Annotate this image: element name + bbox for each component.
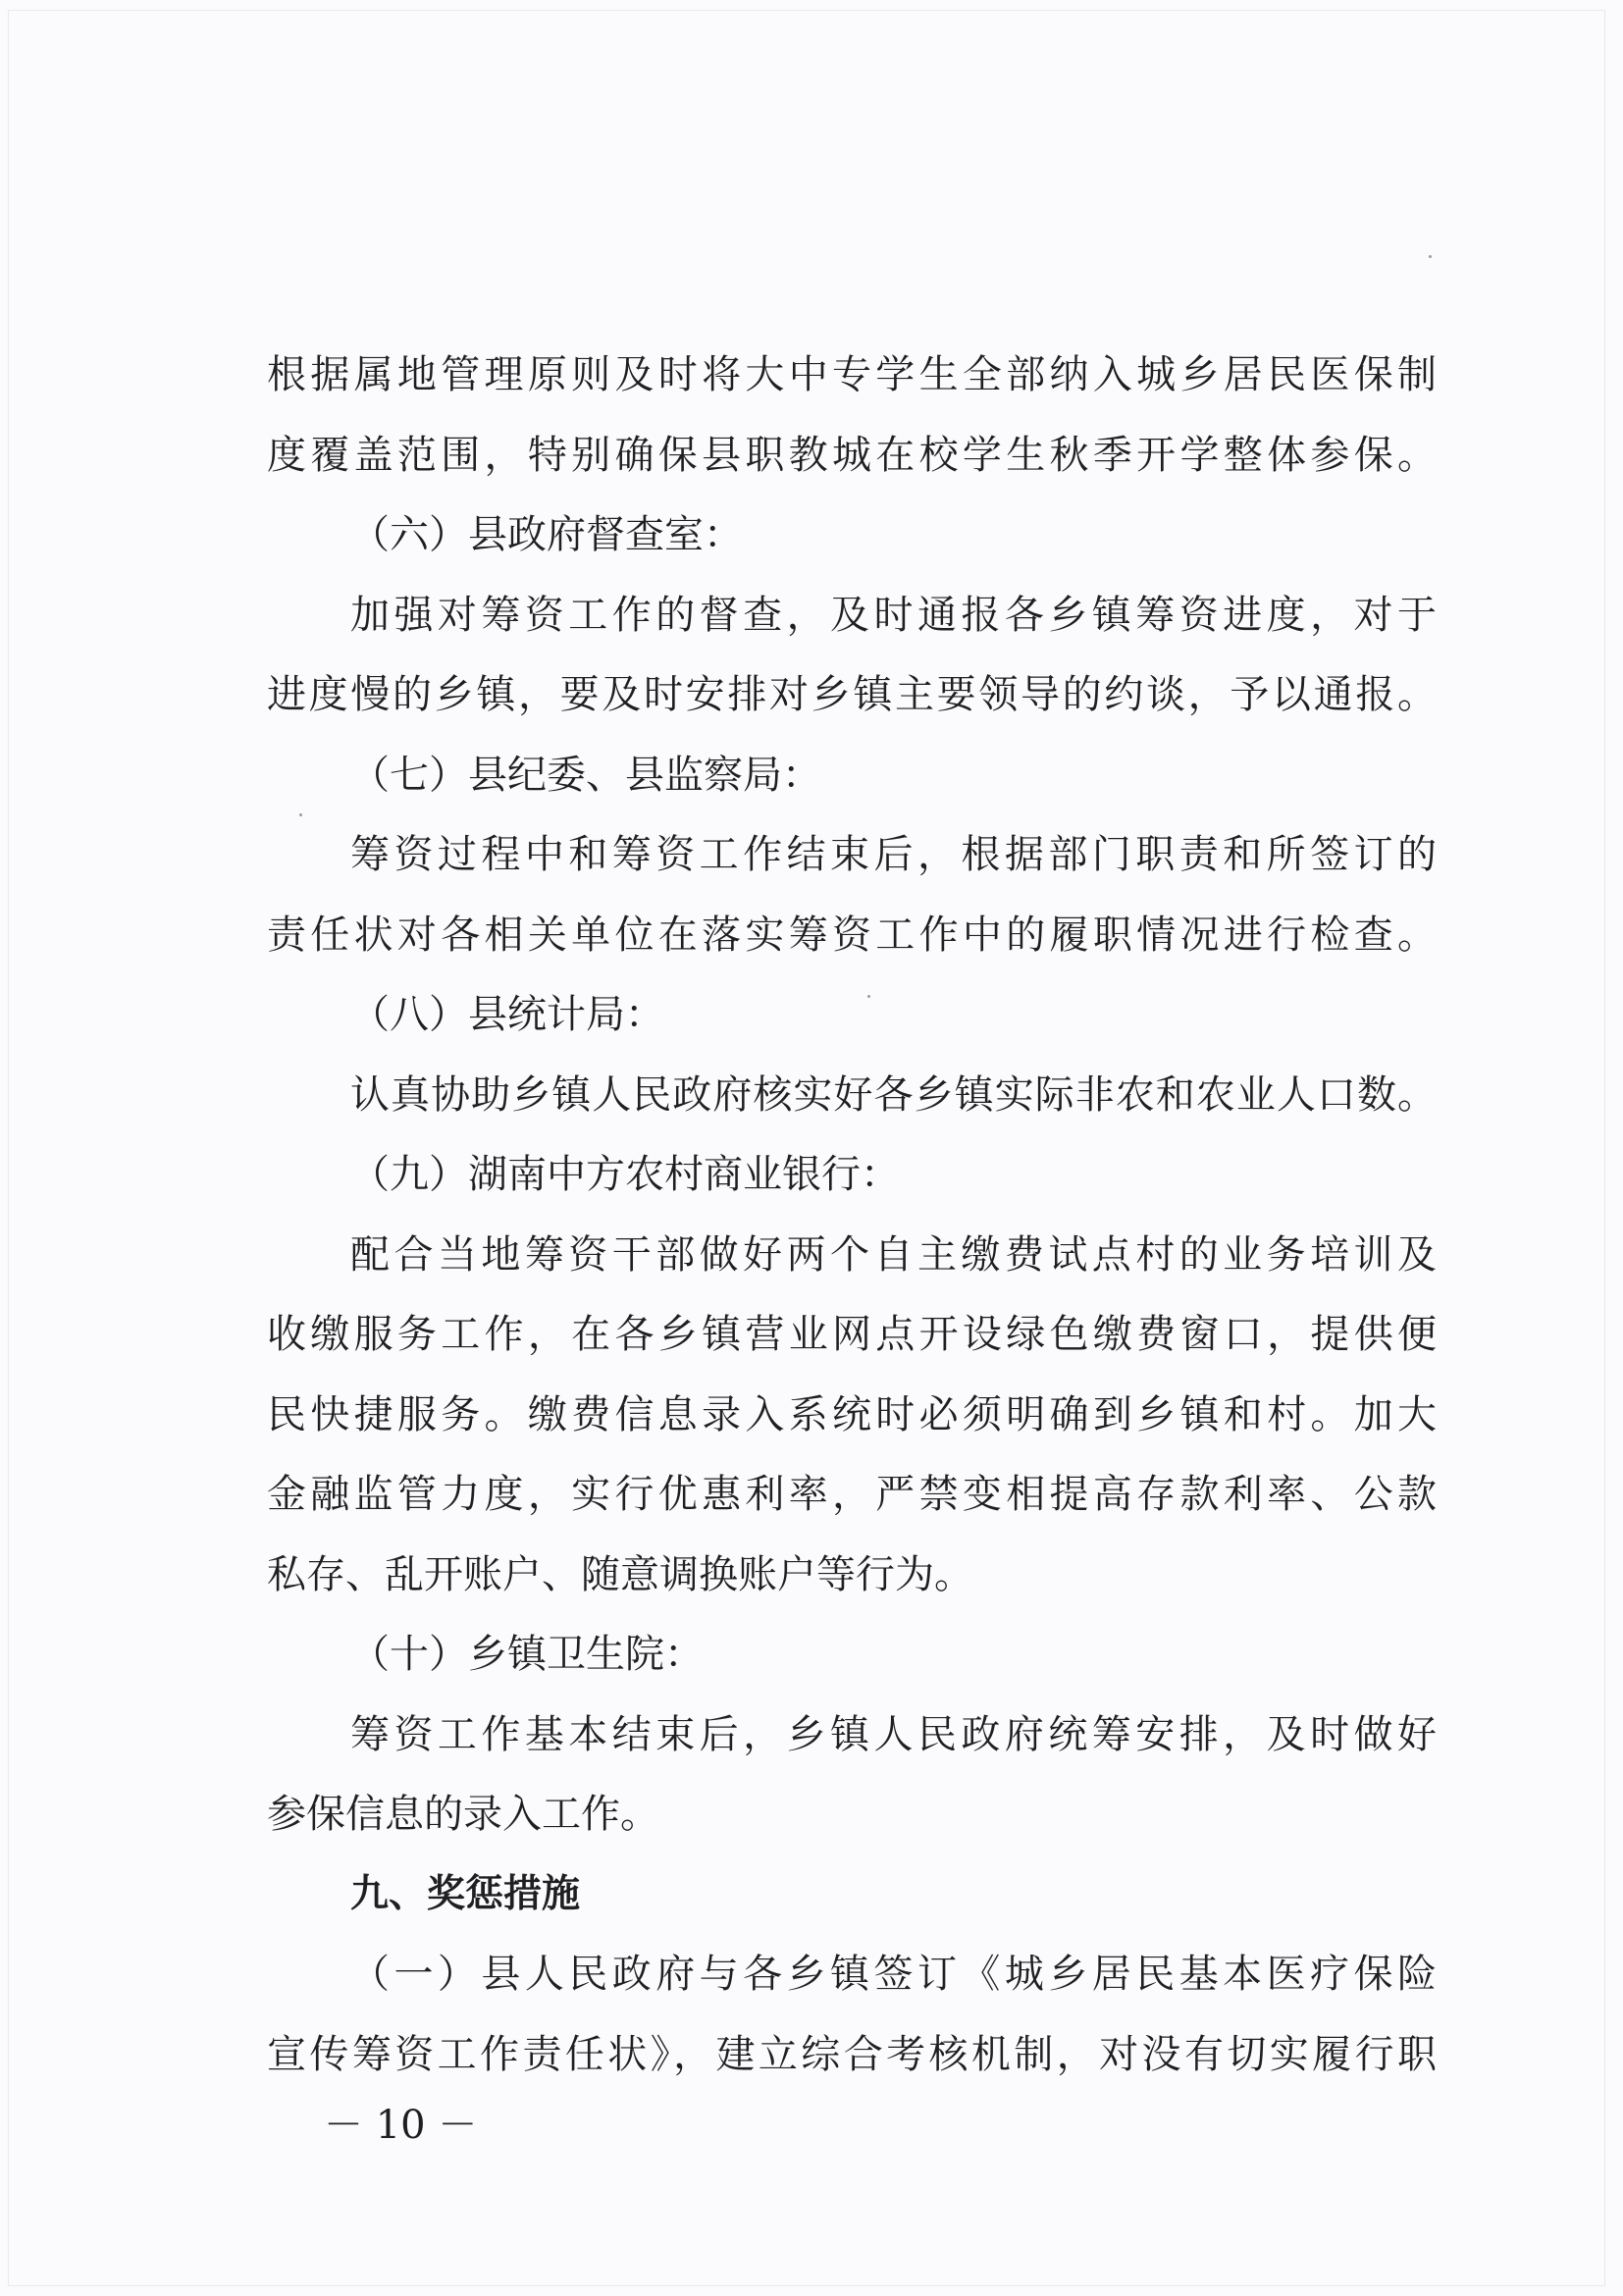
section-subheading: （七）县纪委、县监察局：	[350, 752, 821, 798]
body-text	[267, 343, 1437, 2103]
section-subheading: （六）县政府督查室：	[350, 512, 743, 557]
paragraph-line: 认真协助乡镇人民政府核实好各乡镇实际非农和农业人口数。	[350, 1071, 1437, 1118]
paragraph-line: 加强对筹资工作的督查，及时通报各乡镇筹资进度，对于	[350, 592, 1437, 638]
paragraph-line: 参保信息的录入工作。	[267, 1792, 659, 1837]
section-subheading: （十）乡镇卫生院：	[350, 1632, 704, 1677]
paragraph-line: 民快捷服务。缴费信息录入系统时必须明确到乡镇和村。加大	[267, 1391, 1437, 1437]
paragraph-line: 进度慢的乡镇，要及时安排对乡镇主要领导的约谈，予以通报。	[267, 672, 1437, 717]
paragraph-line: 责任状对各相关单位在落实筹资工作中的履职情况进行检查。	[267, 912, 1437, 958]
paragraph-line: 筹资工作基本结束后，乡镇人民政府统筹安排，及时做好	[350, 1711, 1437, 1757]
paragraph-line: 私存、乱开账户、随意调换账户等行为。	[267, 1551, 973, 1597]
paragraph-line: 金融监管力度，实行优惠利率，严禁变相提高存款利率、公款	[267, 1472, 1437, 1517]
section-subheading: （八）县统计局：	[350, 992, 664, 1037]
paragraph-line: 配合当地筹资干部做好两个自主缴费试点村的业务培训及	[350, 1231, 1437, 1278]
paragraph-line: 宣传筹资工作责任状》，建立综合考核机制，对没有切实履行职	[267, 2031, 1437, 2077]
paragraph-line: 度覆盖范围，特别确保县职教城在校学生秋季开学整体参保。	[267, 432, 1437, 478]
paragraph-line: 根据属地管理原则及时将大中专学生全部纳入城乡居民医保制	[267, 352, 1437, 397]
section-subheading: （九）湖南中方农村商业银行：	[350, 1152, 900, 1197]
section-heading: 九、奖惩措施	[350, 1871, 581, 1916]
scan-speck	[1429, 255, 1432, 258]
paragraph-line: 筹资过程中和筹资工作结束后，根据部门职责和所签订的	[350, 832, 1437, 877]
paragraph-line: （一）县人民政府与各乡镇签订《城乡居民基本医疗保险	[350, 1952, 1437, 1997]
page-number: － 10 －	[324, 2103, 478, 2148]
paragraph-line: 收缴服务工作，在各乡镇营业网点开设绿色缴费窗口，提供便	[267, 1312, 1437, 1357]
